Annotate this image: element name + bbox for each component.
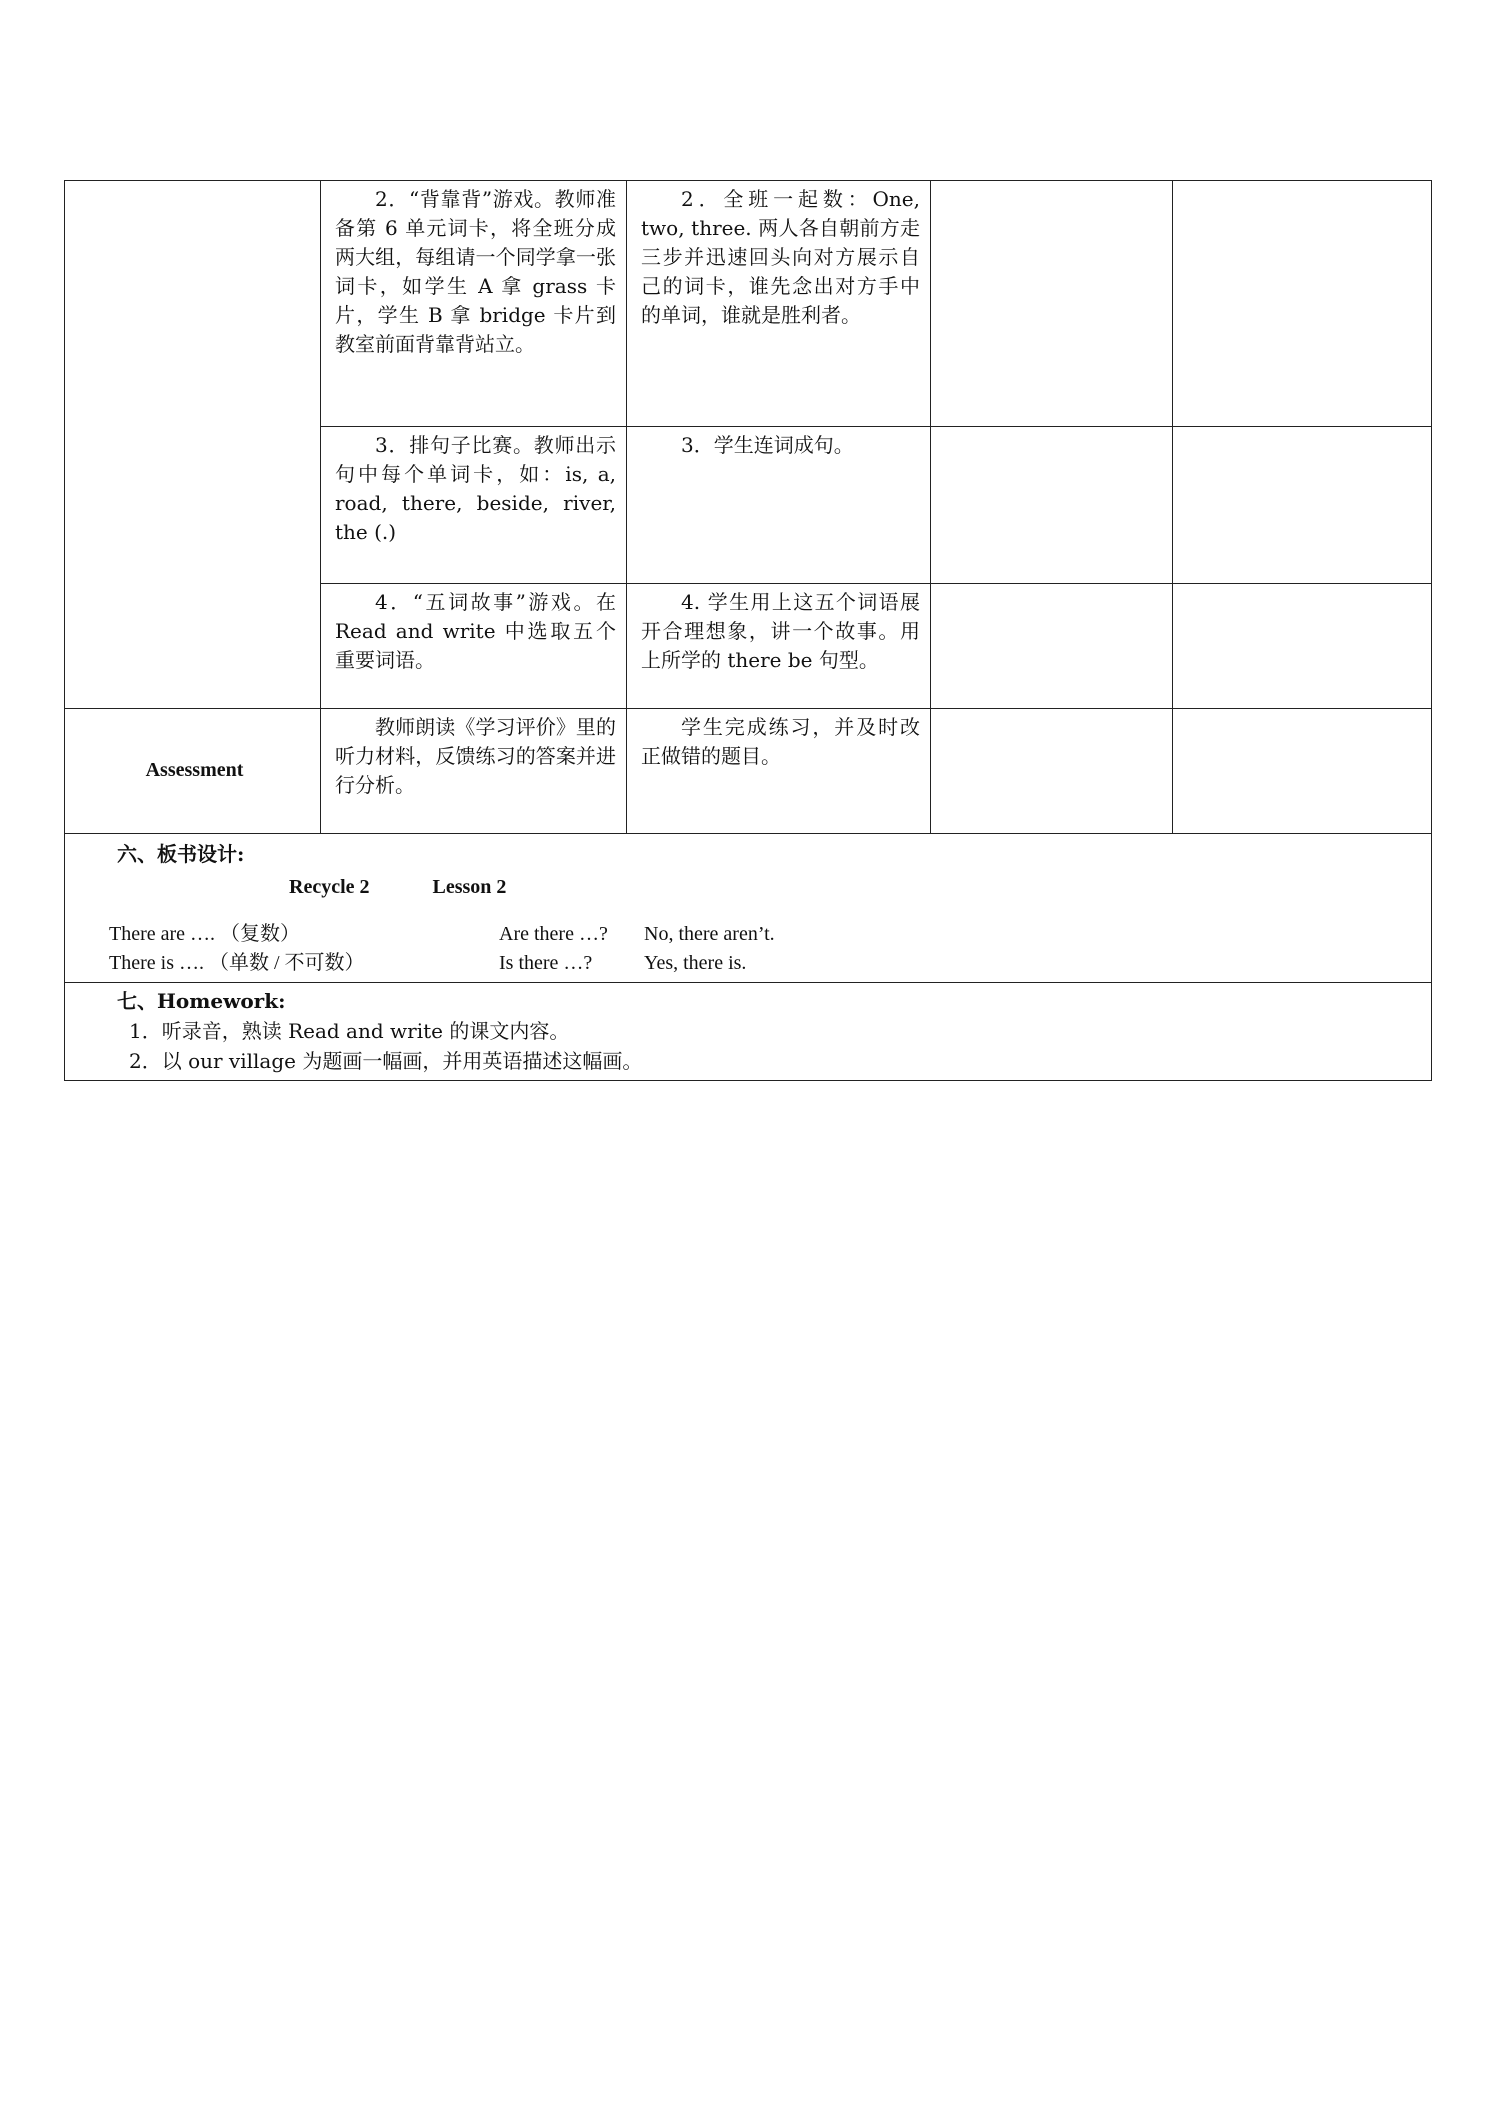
student-activity-cell bbox=[627, 709, 931, 834]
empty-cell bbox=[931, 584, 1173, 709]
board-design-cell bbox=[65, 834, 1432, 983]
student-activity-cell bbox=[627, 181, 931, 427]
lesson-plan-table bbox=[64, 180, 1432, 1081]
table-row bbox=[65, 181, 1432, 427]
board-question: Are there …? bbox=[499, 923, 608, 945]
homework-row bbox=[65, 983, 1432, 1081]
empty-cell bbox=[1173, 584, 1432, 709]
student-activity-cell bbox=[627, 584, 931, 709]
student-activity-cell bbox=[627, 427, 931, 584]
teacher-activity-cell bbox=[321, 709, 627, 834]
teacher-activity-text: 4．“五词故事”游戏。在 Read and write 中选取五个重要词语。 bbox=[335, 590, 616, 672]
teacher-activity-cell bbox=[321, 181, 627, 427]
assessment-row bbox=[65, 709, 1432, 834]
homework-item: 1．听录音，熟读 Read and write 的课文内容。 bbox=[129, 1019, 570, 1043]
assessment-teacher-text: 教师朗读《学习评价》里的听力材料，反馈练习的答案并进行分析。 bbox=[335, 715, 616, 797]
board-line bbox=[109, 920, 1421, 949]
empty-cell bbox=[1173, 181, 1432, 427]
homework-item: 2．以 our village 为题画一幅画，并用英语描述这幅画。 bbox=[129, 1049, 643, 1073]
empty-cell bbox=[931, 709, 1173, 834]
teacher-activity-text: 2．“背靠背”游戏。教师准备第 6 单元词卡，将全班分成两大组，每组请一个同学拿一张词卡，如学生 A 拿 grass 卡片，学生 B 拿 bridge 卡片到教室前面背靠背站立。 bbox=[335, 187, 616, 356]
homework-cell bbox=[65, 983, 1432, 1081]
homework-title: 七、Homework: bbox=[117, 989, 286, 1013]
lesson-plan-page bbox=[64, 180, 1431, 1081]
board-answer: No, there aren’t. bbox=[644, 923, 775, 945]
board-subtitle-recycle: Recycle 2 bbox=[289, 876, 370, 898]
board-subtitle-lesson: Lesson 2 bbox=[432, 876, 507, 898]
board-line bbox=[109, 949, 1421, 978]
empty-cell bbox=[931, 427, 1173, 584]
board-answer: Yes, there is. bbox=[644, 952, 747, 974]
teacher-activity-text: 3．排句子比赛。教师出示句中每个单词卡，如：is, a, road, there, beside, river, the (.) bbox=[335, 433, 616, 544]
empty-cell bbox=[931, 181, 1173, 427]
teacher-activity-cell bbox=[321, 427, 627, 584]
teacher-activity-cell bbox=[321, 584, 627, 709]
board-statement: There are …. （复数） bbox=[109, 923, 301, 945]
board-statement: There is …. （单数 / 不可数） bbox=[109, 952, 365, 974]
board-subtitle bbox=[75, 873, 1421, 902]
assessment-label: Assessment bbox=[65, 709, 321, 834]
student-activity-text: 4. 学生用上这五个词语展开合理想象，讲一个故事。用上所学的 there be 句型。 bbox=[641, 590, 920, 672]
empty-cell bbox=[1173, 427, 1432, 584]
stage-cell-empty bbox=[65, 181, 321, 709]
board-question: Is there …? bbox=[499, 952, 593, 974]
student-activity-text: 2．全班一起数：One, two, three. 两人各自朝前方走三步并迅速回头向对方展示自己的词卡，谁先念出对方手中的单词，谁就是胜利者。 bbox=[641, 187, 920, 327]
assessment-student-text: 学生完成练习，并及时改正做错的题目。 bbox=[641, 715, 920, 768]
student-activity-text: 3．学生连词成句。 bbox=[681, 433, 854, 457]
board-lines bbox=[75, 920, 1421, 978]
empty-cell bbox=[1173, 709, 1432, 834]
board-design-row bbox=[65, 834, 1432, 983]
board-design-title: 六、板书设计: bbox=[117, 842, 245, 866]
